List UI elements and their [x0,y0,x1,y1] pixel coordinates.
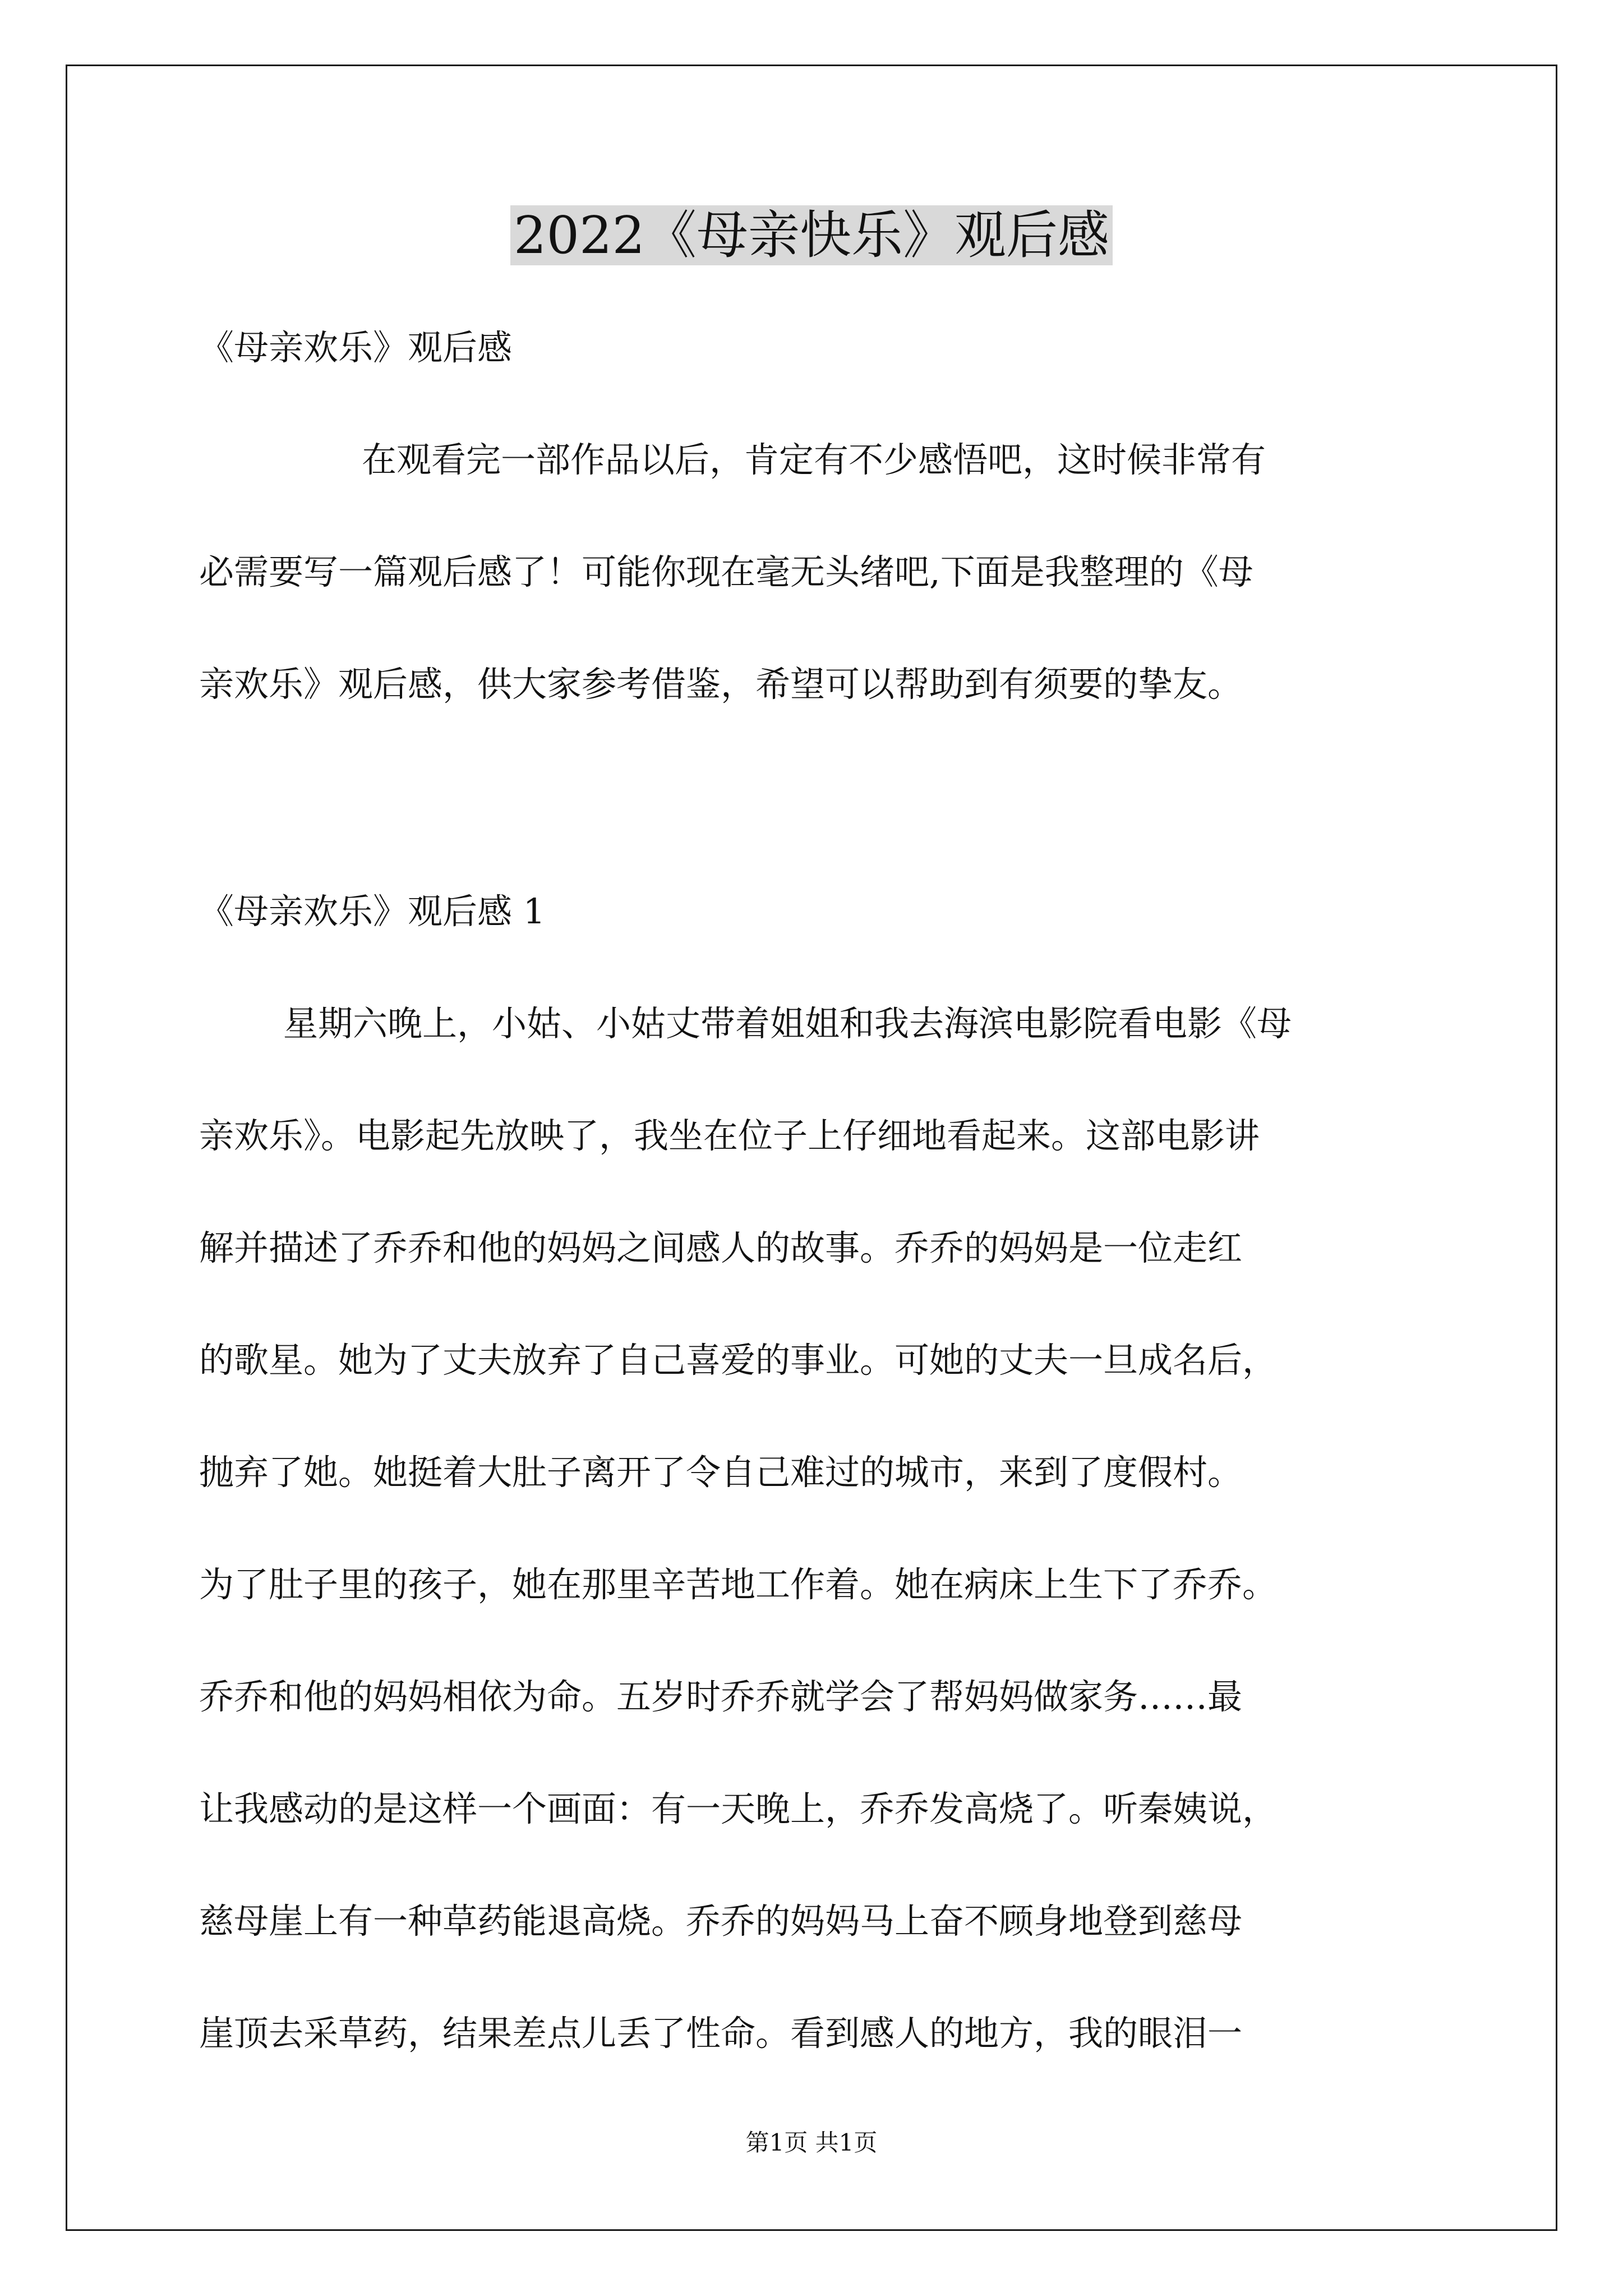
body-line-3: 解并描述了乔乔和他的妈妈之间感人的故事。乔乔的妈妈是一位走红 [199,1227,1243,1268]
body-line-1: 星期六晚上，小姑、小姑丈带着姐姐和我去海滨电影院看电影《母 [283,1003,1292,1044]
body-line-10: 崖顶去采草药，结果差点儿丢了性命。看到感人的地方，我的眼泪一 [199,2013,1243,2054]
body-line-6: 为了肚子里的孩子，她在那里辛苦地工作着。她在病床上生下了乔乔。 [199,1564,1278,1605]
body-line-4: 的歌星。她为了丈夫放弃了自己喜爱的事业。可她的丈夫一旦成名后， [199,1340,1278,1381]
intro-line-1: 在观看完一部作品以后，肯定有不少感悟吧，这时候非常有 [362,439,1266,480]
intro-line-2: 必需要写一篇观后感了！可能你现在毫无头绪吧,下面是我整理的《母 [199,551,1253,592]
body-line-8: 让我感动的是这样一个画面：有一天晚上，乔乔发高烧了。听秦姨说， [199,1788,1278,1829]
subtitle: 《母亲欢乐》观后感 [199,327,513,368]
page-footer: 第1页 共1页 [745,2129,878,2156]
body-line-7: 乔乔和他的妈妈相依为命。五岁时乔乔就学会了帮妈妈做家务……最 [199,1676,1243,1717]
section-heading: 《母亲欢乐》观后感 1 [199,891,546,932]
document-title-text: 2022《母亲快乐》观后感 [510,205,1113,265]
body-line-2: 亲欢乐》。电影起先放映了，我坐在位子上仔细地看起来。这部电影讲 [199,1115,1260,1156]
document-title [0,199,1623,272]
intro-line-3: 亲欢乐》观后感，供大家参考借鉴，希望可以帮助到有须要的挚友。 [199,664,1243,705]
body-line-5: 抛弃了她。她挺着大肚子离开了令自己难过的城市，来到了度假村。 [199,1452,1243,1493]
body-line-9: 慈母崖上有一种草药能退高烧。乔乔的妈妈马上奋不顾身地登到慈母 [199,1901,1243,1941]
